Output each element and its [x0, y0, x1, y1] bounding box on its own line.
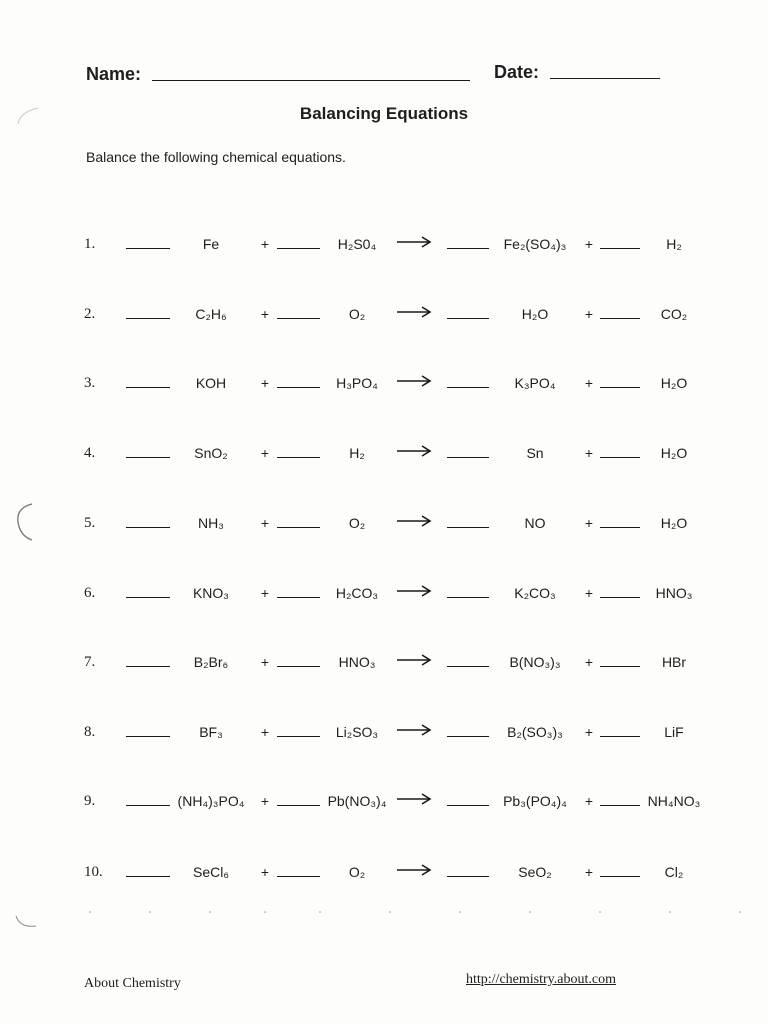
coefficient-blank-1[interactable] [126, 387, 170, 388]
reactant-2: Li₂SO₃ [335, 724, 379, 740]
coefficient-blank-4[interactable] [600, 736, 640, 737]
instructions: Balance the following chemical equations. [86, 149, 346, 165]
product-2: LiF [664, 724, 684, 740]
reactant-2: H₂S0₄ [337, 236, 377, 252]
equation-row [0, 648, 768, 678]
reaction-arrow-icon [396, 444, 432, 458]
reactant-1: KOH [195, 375, 227, 391]
equation-number: 7. [84, 654, 96, 670]
plus-sign: + [260, 793, 270, 809]
coefficient-blank-4[interactable] [600, 457, 640, 458]
coefficient-blank-3[interactable] [447, 736, 489, 737]
reactant-2: O₂ [348, 864, 366, 880]
product-1: K₃PO₄ [514, 375, 556, 391]
product-2: NH₄NO₃ [647, 793, 701, 809]
reactant-2: H₂ [349, 445, 365, 461]
reactant-2: H₃PO₄ [336, 375, 378, 391]
equation-number: 10. [84, 864, 103, 880]
reactant-1: Fe [202, 236, 220, 252]
plus-sign: + [260, 445, 270, 461]
coefficient-blank-3[interactable] [447, 318, 489, 319]
product-2: H₂ [666, 236, 682, 252]
equation-row [0, 579, 768, 609]
equation-row [0, 509, 768, 539]
product-1: H₂O [521, 306, 549, 322]
equation-number: 6. [84, 585, 96, 601]
scan-dots [60, 908, 750, 916]
plus-sign: + [584, 515, 594, 531]
plus-sign: + [584, 445, 594, 461]
coefficient-blank-4[interactable] [600, 805, 640, 806]
reactant-1: SnO₂ [194, 445, 228, 461]
product-2: H₂O [660, 375, 688, 391]
reaction-arrow-icon [396, 305, 432, 319]
coefficient-blank-2[interactable] [277, 387, 320, 388]
plus-sign: + [584, 724, 594, 740]
reactant-1: KNO₃ [192, 585, 230, 601]
equation-number: 2. [84, 306, 96, 322]
reactant-1: B₂Br₆ [193, 654, 229, 670]
equation-number: 1. [84, 236, 96, 252]
plus-sign: + [260, 375, 270, 391]
coefficient-blank-3[interactable] [447, 805, 489, 806]
coefficient-blank-3[interactable] [447, 876, 489, 877]
coefficient-blank-4[interactable] [600, 248, 640, 249]
equation-row [0, 439, 768, 469]
reaction-arrow-icon [396, 863, 432, 877]
date-label: Date: [494, 62, 540, 82]
coefficient-blank-2[interactable] [277, 527, 320, 528]
scan-mark-bottom [10, 912, 40, 934]
plus-sign: + [584, 654, 594, 670]
plus-sign: + [260, 654, 270, 670]
plus-sign: + [584, 793, 594, 809]
plus-sign: + [260, 585, 270, 601]
coefficient-blank-3[interactable] [447, 666, 489, 667]
coefficient-blank-3[interactable] [447, 457, 489, 458]
coefficient-blank-4[interactable] [600, 527, 640, 528]
product-1: Pb₃(PO₄)₄ [503, 793, 567, 809]
plus-sign: + [260, 236, 270, 252]
product-1: NO [524, 515, 546, 531]
reaction-arrow-icon [396, 514, 432, 528]
coefficient-blank-4[interactable] [600, 318, 640, 319]
plus-sign: + [584, 864, 594, 880]
coefficient-blank-1[interactable] [126, 248, 170, 249]
plus-sign: + [260, 515, 270, 531]
reactant-2: O₂ [348, 306, 366, 322]
reactant-1: (NH₄)₃PO₄ [177, 793, 245, 809]
reactant-1: C₂H₆ [195, 306, 227, 322]
equation-row [0, 858, 768, 888]
product-2: Cl₂ [664, 864, 684, 880]
product-2: H₂O [660, 445, 688, 461]
reactant-1: BF₃ [199, 724, 223, 740]
reactant-1: SeCl₆ [193, 864, 229, 880]
plus-sign: + [260, 724, 270, 740]
equation-number: 5. [84, 515, 96, 531]
product-2: H₂O [660, 515, 688, 531]
plus-sign: + [584, 236, 594, 252]
reactant-2: HNO₃ [338, 654, 376, 670]
coefficient-blank-2[interactable] [277, 597, 320, 598]
reactant-2: Pb(NO₃)₄ [327, 793, 387, 809]
reaction-arrow-icon [396, 723, 432, 737]
name-line[interactable] [152, 80, 470, 81]
coefficient-blank-4[interactable] [600, 597, 640, 598]
date-line[interactable] [550, 78, 660, 79]
equation-number: 3. [84, 375, 96, 391]
equation-row [0, 369, 768, 399]
coefficient-blank-2[interactable] [277, 736, 320, 737]
coefficient-blank-1[interactable] [126, 876, 170, 877]
name-label: Name: [86, 64, 142, 84]
coefficient-blank-2[interactable] [277, 666, 320, 667]
coefficient-blank-1[interactable] [126, 318, 170, 319]
equation-row [0, 718, 768, 748]
reactant-2: H₂CO₃ [335, 585, 379, 601]
product-2: HNO₃ [655, 585, 693, 601]
page-title: Balancing Equations [299, 104, 469, 123]
product-1: Fe₂(SO₄)₃ [503, 236, 567, 252]
equation-number: 9. [84, 793, 96, 809]
reaction-arrow-icon [396, 374, 432, 388]
equation-row [0, 300, 768, 330]
coefficient-blank-4[interactable] [600, 876, 640, 877]
product-1: B(NO₃)₃ [509, 654, 561, 670]
product-1: B₂(SO₃)₃ [507, 724, 563, 740]
product-2: CO₂ [660, 306, 688, 322]
reaction-arrow-icon [396, 653, 432, 667]
coefficient-blank-1[interactable] [126, 527, 170, 528]
plus-sign: + [584, 585, 594, 601]
coefficient-blank-4[interactable] [600, 666, 640, 667]
coefficient-blank-4[interactable] [600, 387, 640, 388]
coefficient-blank-3[interactable] [447, 597, 489, 598]
plus-sign: + [260, 864, 270, 880]
equation-row [0, 787, 768, 817]
reactant-2: O₂ [348, 515, 366, 531]
footer-publisher: About Chemistry [84, 976, 181, 991]
coefficient-blank-1[interactable] [126, 457, 170, 458]
coefficient-blank-2[interactable] [277, 876, 320, 877]
plus-sign: + [584, 375, 594, 391]
product-1: Sn [526, 445, 544, 461]
equation-number: 8. [84, 724, 96, 740]
coefficient-blank-2[interactable] [277, 457, 320, 458]
coefficient-blank-3[interactable] [447, 387, 489, 388]
coefficient-blank-1[interactable] [126, 736, 170, 737]
reactant-1: NH₃ [198, 515, 224, 531]
reaction-arrow-icon [396, 792, 432, 806]
product-1: SeO₂ [518, 864, 552, 880]
plus-sign: + [584, 306, 594, 322]
equation-row [0, 230, 768, 260]
coefficient-blank-3[interactable] [447, 527, 489, 528]
coefficient-blank-2[interactable] [277, 248, 320, 249]
reaction-arrow-icon [396, 584, 432, 598]
plus-sign: + [260, 306, 270, 322]
reaction-arrow-icon [396, 235, 432, 249]
coefficient-blank-2[interactable] [277, 805, 320, 806]
coefficient-blank-3[interactable] [447, 248, 489, 249]
coefficient-blank-1[interactable] [126, 805, 170, 806]
footer-url-link[interactable]: http://chemistry.about.com [466, 972, 616, 987]
coefficient-blank-2[interactable] [277, 318, 320, 319]
coefficient-blank-1[interactable] [126, 666, 170, 667]
equation-number: 4. [84, 445, 96, 461]
product-2: HBr [661, 654, 687, 670]
coefficient-blank-1[interactable] [126, 597, 170, 598]
product-1: K₂CO₃ [514, 585, 556, 601]
